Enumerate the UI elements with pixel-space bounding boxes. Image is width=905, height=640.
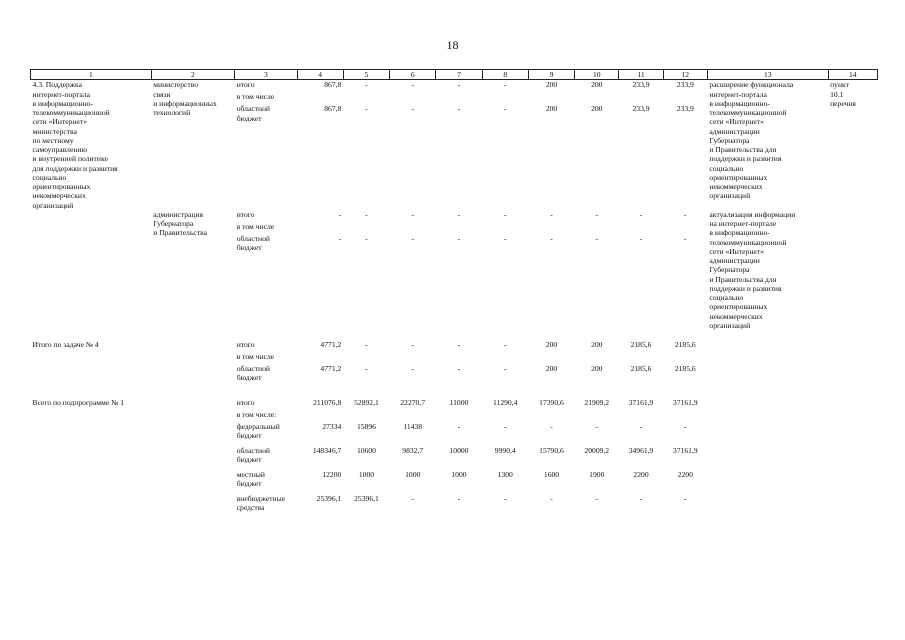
funding-source-label: в том числе: xyxy=(236,410,277,419)
amount-value: - xyxy=(365,233,368,243)
column-header: 3 xyxy=(235,70,297,80)
amount-cell xyxy=(575,80,619,210)
amount-value xyxy=(621,352,661,364)
amount-value: 2200 xyxy=(633,470,649,479)
amount-value: 200 xyxy=(591,104,603,114)
table-row xyxy=(31,398,878,518)
amount-value: - xyxy=(503,104,507,114)
column-header: 9 xyxy=(528,70,574,80)
amount-value: - xyxy=(457,104,461,114)
amount-value: 15896 xyxy=(356,422,376,431)
funding-source-label: итого xyxy=(236,80,255,90)
column-header: 2 xyxy=(151,70,234,80)
amount-value xyxy=(530,92,572,104)
amount-value: - xyxy=(639,422,643,431)
funding-source-cell xyxy=(235,80,297,210)
column-header: 13 xyxy=(707,70,828,80)
funding-source-label: внебюджетные средства xyxy=(236,494,286,513)
funding-source-cell xyxy=(235,340,297,388)
amount-value: 1000 xyxy=(451,470,467,479)
amount-cell xyxy=(297,80,343,210)
amount-cell xyxy=(663,340,707,388)
table-row xyxy=(31,340,878,388)
amount-value: - xyxy=(457,340,461,349)
amount-value: - xyxy=(411,104,414,114)
amount-cell xyxy=(343,80,389,210)
result-description-cell: расширение функционала интернет-портала в информационно- телекоммуникационной сети «Интернет» администрации Губернатора и Правительства для поддержки и развития социально ориентированных некоммерческих организаций xyxy=(709,80,794,201)
amount-value xyxy=(299,410,341,422)
amount-cell xyxy=(482,210,528,330)
amount-value: - xyxy=(550,233,553,243)
executor-cell: администрация Губернатора и Правительства xyxy=(153,209,207,238)
amount-value: 2200 xyxy=(677,470,693,479)
amount-value xyxy=(438,410,480,422)
amount-cell xyxy=(436,80,482,210)
amount-cell xyxy=(528,398,574,518)
amount-value: - xyxy=(457,422,461,431)
amount-value: 2185,6 xyxy=(674,340,696,349)
header-row xyxy=(31,70,878,80)
amount-cell xyxy=(575,210,619,330)
funding-source-label: местный бюджет xyxy=(236,470,265,489)
amount-value: 22270,7 xyxy=(400,398,426,407)
amount-value: 25396,1 xyxy=(354,494,379,503)
page-number: 18 xyxy=(446,38,459,52)
amount-cell xyxy=(343,398,389,518)
amount-value xyxy=(345,410,387,422)
amount-value: 867,8 xyxy=(324,104,342,114)
amount-value: 52892,1 xyxy=(354,398,379,407)
funding-source-label: итого xyxy=(236,209,255,219)
amount-cell xyxy=(390,210,436,330)
reference-cell: пункт 10.1 перечня xyxy=(830,80,856,108)
amount-value: - xyxy=(550,422,553,431)
amount-value: 37161,9 xyxy=(628,398,654,407)
reference-cell xyxy=(828,398,877,518)
funding-source-label: в том числе xyxy=(236,221,275,231)
amount-value: - xyxy=(550,494,553,503)
amount-cell xyxy=(343,340,389,388)
amount-value: - xyxy=(503,494,507,503)
amount-value: 20009,2 xyxy=(584,446,610,455)
amount-cell xyxy=(436,210,482,330)
amount-value: 1000 xyxy=(405,470,421,479)
amount-value: 25396,1 xyxy=(316,494,342,503)
amount-value: 27334 xyxy=(322,422,342,431)
amount-cell xyxy=(390,80,436,210)
amount-cell xyxy=(663,210,707,330)
amount-cell xyxy=(619,340,663,388)
amount-cell xyxy=(343,210,389,330)
amount-cell xyxy=(436,398,482,518)
amount-value: - xyxy=(503,80,507,90)
amount-cell xyxy=(390,340,436,388)
amount-value: - xyxy=(503,233,507,243)
amount-value xyxy=(345,352,387,364)
amount-value xyxy=(665,352,705,364)
amount-value: - xyxy=(595,209,599,219)
amount-value: - xyxy=(503,209,507,219)
funding-source-cell xyxy=(235,210,297,330)
amount-value: 4771,2 xyxy=(320,340,342,349)
amount-value xyxy=(345,222,387,234)
amount-value: - xyxy=(639,209,643,219)
amount-value: 200 xyxy=(591,364,603,373)
amount-value xyxy=(621,222,661,234)
column-header: 10 xyxy=(575,70,619,80)
measure-name-cell xyxy=(31,210,152,330)
amount-value: 10000 xyxy=(449,446,469,455)
amount-cell xyxy=(297,340,343,388)
amount-value: 233,9 xyxy=(676,80,694,90)
amount-value: - xyxy=(411,494,414,503)
amount-value: 9990,4 xyxy=(494,446,516,455)
amount-value xyxy=(530,410,572,422)
amount-value xyxy=(299,352,341,364)
amount-cell xyxy=(297,398,343,518)
amount-value: 1900 xyxy=(589,470,605,479)
funding-source-label: в том числе xyxy=(236,352,275,361)
amount-value xyxy=(299,222,341,234)
executor-cell xyxy=(151,340,234,388)
amount-value: - xyxy=(503,364,507,373)
amount-value: 233,9 xyxy=(632,80,650,90)
amount-value: - xyxy=(365,80,368,90)
amount-value: - xyxy=(595,233,599,243)
result-description-cell: актуализация информации на интернет-портале в информационно- телекоммуникационной сети «Интернет» администрации Губернатора и Правительства для поддержки и развития социально ориентированных некоммерческих организаций xyxy=(709,209,796,330)
amount-value: - xyxy=(503,422,507,431)
funding-source-label: областной бюджет xyxy=(236,446,270,465)
amount-value: 2185,6 xyxy=(630,340,652,349)
amount-value: 200 xyxy=(545,104,558,114)
amount-value xyxy=(621,92,661,104)
amount-value xyxy=(392,222,434,234)
amount-value: - xyxy=(684,422,687,431)
amount-cell xyxy=(436,340,482,388)
column-header: 7 xyxy=(436,70,482,80)
amount-value: - xyxy=(595,494,599,503)
amount-value: - xyxy=(684,209,687,219)
amount-cell xyxy=(619,398,663,518)
amount-value: 1300 xyxy=(497,470,513,479)
amount-value: 17390,6 xyxy=(539,398,564,407)
amount-value: - xyxy=(411,80,414,90)
column-header: 12 xyxy=(663,70,707,80)
amount-value: 11290,4 xyxy=(493,398,518,407)
funding-source-label: областной бюджет xyxy=(236,233,270,252)
amount-value: - xyxy=(639,233,643,243)
measure-name-cell: 4.3. Поддержка интернет-портала в информационно- телекоммуникационной сети «Интернет» министерства по местному самоуправлению и внутренней политике для поддержки и развития социально ориентированных некоммерческих организаций xyxy=(32,80,118,210)
amount-value: 233,9 xyxy=(676,104,694,114)
amount-value xyxy=(484,222,526,234)
amount-value: 11000 xyxy=(449,398,469,407)
column-header: 5 xyxy=(343,70,389,80)
amount-value xyxy=(577,222,617,234)
amount-value: 211076,8 xyxy=(313,398,342,407)
amount-value: 37161,9 xyxy=(672,398,698,407)
amount-value xyxy=(530,222,572,234)
amount-value: - xyxy=(338,233,342,243)
amount-value: - xyxy=(365,104,368,114)
program-table xyxy=(30,69,878,518)
measure-name-cell: Всего по подпрограмме № 1 xyxy=(32,398,125,407)
amount-value: - xyxy=(684,233,687,243)
amount-value: - xyxy=(457,80,461,90)
amount-value: - xyxy=(684,494,687,503)
amount-cell xyxy=(575,340,619,388)
amount-cell xyxy=(663,80,707,210)
amount-value: 34961,9 xyxy=(628,446,654,455)
result-description-cell xyxy=(707,340,828,388)
amount-cell xyxy=(482,398,528,518)
amount-value: 4771,2 xyxy=(320,364,342,373)
amount-value xyxy=(577,410,617,422)
amount-value: 200 xyxy=(591,80,603,90)
amount-value xyxy=(665,410,705,422)
funding-source-label: областной бюджет xyxy=(236,104,270,123)
result-description-cell xyxy=(707,398,828,518)
reference-cell xyxy=(828,340,877,388)
amount-value xyxy=(438,352,480,364)
amount-value xyxy=(438,92,480,104)
amount-value: - xyxy=(411,364,414,373)
amount-value xyxy=(530,352,572,364)
amount-value: 148346,7 xyxy=(312,446,342,455)
amount-cell xyxy=(482,340,528,388)
funding-source-label: в том числе xyxy=(236,92,275,102)
amount-value: 10600 xyxy=(356,446,376,455)
amount-value: 200 xyxy=(545,364,558,373)
amount-value: 200 xyxy=(545,340,558,349)
row-spacer xyxy=(31,330,878,340)
table-row xyxy=(31,210,878,330)
amount-value: 200 xyxy=(545,80,558,90)
amount-value: 233,9 xyxy=(632,104,650,114)
amount-value: - xyxy=(338,209,342,219)
funding-source-label: областной бюджет xyxy=(236,364,270,383)
amount-value: 12200 xyxy=(322,470,342,479)
funding-source-label: федеральный бюджет xyxy=(236,422,280,441)
column-header: 1 xyxy=(31,70,152,80)
amount-cell xyxy=(482,80,528,210)
amount-value: - xyxy=(411,233,414,243)
amount-value: 2185,6 xyxy=(674,364,696,373)
amount-value: 21909,2 xyxy=(584,398,610,407)
amount-value xyxy=(438,222,480,234)
funding-source-label: итого xyxy=(236,398,255,407)
column-header: 8 xyxy=(482,70,528,80)
amount-cell xyxy=(575,398,619,518)
reference-cell xyxy=(828,210,877,330)
column-header: 4 xyxy=(297,70,343,80)
amount-value: - xyxy=(365,364,368,373)
amount-value: - xyxy=(411,340,414,349)
amount-value xyxy=(484,92,526,104)
amount-value: - xyxy=(595,422,599,431)
amount-cell xyxy=(528,340,574,388)
column-header: 6 xyxy=(390,70,436,80)
amount-value: - xyxy=(365,209,368,219)
amount-value: - xyxy=(550,209,553,219)
amount-value: - xyxy=(457,209,461,219)
amount-value: - xyxy=(411,209,414,219)
amount-value xyxy=(392,92,434,104)
amount-cell xyxy=(663,398,707,518)
amount-value xyxy=(621,410,661,422)
executor-cell: министерство связи и информационных технологий xyxy=(153,80,217,117)
amount-value: - xyxy=(639,494,643,503)
amount-value xyxy=(577,352,617,364)
amount-value: - xyxy=(457,364,461,373)
amount-value: 1000 xyxy=(358,470,375,479)
amount-cell xyxy=(297,210,343,330)
measure-name-cell: Итого по задаче № 4 xyxy=(32,340,99,349)
amount-cell xyxy=(528,80,574,210)
amount-value: 37161,9 xyxy=(672,446,698,455)
amount-cell xyxy=(619,80,663,210)
amount-cell xyxy=(390,398,436,518)
funding-source-cell xyxy=(235,398,297,518)
amount-cell xyxy=(528,210,574,330)
amount-value: 200 xyxy=(591,340,603,349)
row-spacer xyxy=(31,388,878,398)
amount-cell xyxy=(619,210,663,330)
amount-value: - xyxy=(457,233,461,243)
amount-value: 9832,7 xyxy=(402,446,424,455)
amount-value xyxy=(392,352,434,364)
executor-cell xyxy=(151,398,234,518)
amount-value: - xyxy=(457,494,461,503)
amount-value xyxy=(577,92,617,104)
amount-value xyxy=(665,92,705,104)
amount-value: 11438 xyxy=(403,422,423,431)
amount-value xyxy=(484,410,526,422)
amount-value: - xyxy=(503,340,507,349)
amount-value xyxy=(299,92,341,104)
column-header: 14 xyxy=(828,70,877,80)
amount-value xyxy=(665,222,705,234)
column-header: 11 xyxy=(619,70,663,80)
funding-source-label: итого xyxy=(236,340,255,349)
amount-value xyxy=(392,410,434,422)
amount-value: 2185,6 xyxy=(630,364,652,373)
amount-value: 15790,6 xyxy=(539,446,564,455)
amount-value: - xyxy=(365,340,368,349)
table-row xyxy=(31,80,878,210)
amount-value: 867,8 xyxy=(324,80,342,90)
amount-value xyxy=(484,352,526,364)
amount-value: 1600 xyxy=(543,470,560,479)
amount-value xyxy=(345,92,387,104)
